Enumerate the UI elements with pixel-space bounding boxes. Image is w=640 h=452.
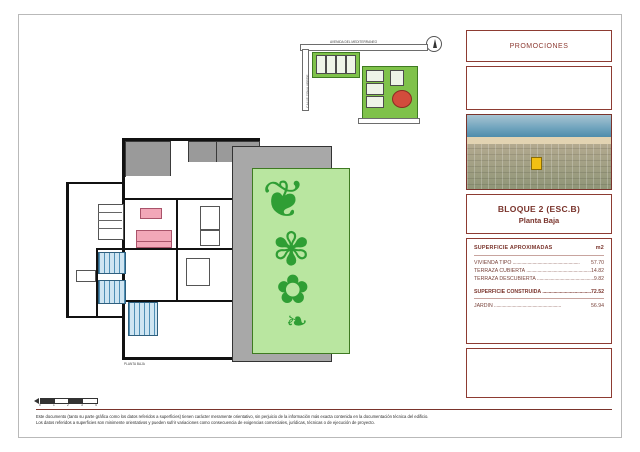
row-label: TERRAZA DESCUBIERTA ..... — [474, 275, 594, 283]
scale-tick-3: 3 — [81, 403, 83, 407]
disclaimer-rule — [36, 409, 612, 410]
site-block-f — [366, 83, 384, 95]
site-plan — [300, 36, 430, 144]
table-row — [474, 267, 604, 275]
floor-plan — [36, 130, 366, 370]
map-sea — [467, 115, 611, 137]
north-arrow-icon — [426, 36, 442, 52]
table-row — [474, 275, 604, 283]
row-value: 56.94 — [591, 303, 604, 309]
areas-table — [466, 238, 612, 344]
areas-table-rule-2 — [474, 298, 604, 299]
scale-tick-2: 2 — [67, 403, 69, 407]
furniture-unit-left — [76, 270, 96, 282]
scale-tick-1: 1 — [53, 403, 55, 407]
furniture-line-2 — [98, 220, 122, 221]
fixture-counter-3 — [136, 241, 172, 248]
furniture-wardrobe — [98, 204, 124, 240]
disclaimer-line-1: Este documento (tanto su parte gráfica como los datos referidos a superficies) tienen carácter meramente orientativo, sin perjuicio de la información más exacta contenida en la documentación técnica del edificio. — [36, 414, 429, 419]
scale-tick-4: 4 — [95, 403, 97, 407]
room-hall — [126, 176, 176, 198]
map-beach — [467, 137, 611, 144]
table-row — [474, 302, 604, 310]
furniture-line-3 — [98, 228, 122, 229]
street-label-left: CALLE ZONA VERDE — [306, 74, 310, 108]
table-row-total — [474, 288, 604, 296]
site-block-d — [346, 55, 356, 74]
title-block-column — [466, 30, 612, 398]
site-block-g — [366, 96, 384, 108]
bathroom-1-tiles — [98, 252, 126, 274]
map-location-marker-icon — [531, 157, 542, 170]
site-pool — [392, 90, 412, 108]
blank-box-lower — [466, 348, 612, 398]
street-band-top — [300, 44, 428, 51]
partition-h4 — [96, 248, 126, 250]
partition-v2 — [176, 250, 178, 300]
site-block-c — [336, 55, 346, 74]
scale-tick-0: 0 — [39, 403, 41, 407]
site-block-h — [390, 70, 404, 86]
aerial-map-image — [467, 115, 611, 189]
furniture-line-1 — [98, 212, 122, 213]
location-map — [466, 114, 612, 190]
structure-core-top-left — [125, 141, 171, 177]
furniture-closet-2 — [200, 230, 220, 246]
disclaimer-line-2: Los datos referidos a superficies son minimente orientativos y pueden sufrir variaciones como consecuencia de exigencias comerciales, jurídicas, técnicas o de ejecución de proyecto. — [36, 420, 375, 425]
plant-icon-small: ✿ — [276, 268, 310, 312]
row-value: 9.82 — [593, 276, 604, 282]
block-label: BLOQUE 2 (ESC.B) — [497, 203, 581, 214]
logo-box — [466, 30, 612, 62]
blank-box-upper — [466, 66, 612, 110]
furniture-closet-1 — [200, 206, 220, 230]
floor-plan-dimension-label: PLANTA BAJA — [124, 362, 145, 366]
partition-v1 — [176, 200, 178, 248]
disclaimer — [36, 414, 612, 426]
areas-header-right: m2 — [595, 245, 604, 251]
plant-icon-mid: ✾ — [272, 223, 311, 275]
bathroom-3-tiles — [128, 302, 158, 336]
floor-label: Planta Baja — [518, 215, 560, 225]
street-label-top: AVENIDA DEL MEDITERRANEO — [330, 40, 378, 44]
structure-core-top-mid — [188, 141, 218, 163]
site-block-a — [316, 55, 326, 74]
row-value: 14.82 — [591, 268, 604, 274]
row-value: 57.70 — [591, 260, 604, 266]
row-label: SUPERFICIE CONSTRUIDA ..... — [474, 288, 591, 296]
plant-icon-bottom: ❧ — [286, 306, 308, 336]
areas-table-rule — [474, 255, 604, 256]
areas-header-left: SUPERFICIE APROXIMADAS — [474, 245, 553, 251]
site-block-e — [366, 70, 384, 82]
row-value: 72.52 — [591, 289, 604, 295]
wall-far-left — [66, 182, 69, 318]
wall-ext-top — [66, 182, 124, 184]
street-band-bottom — [358, 118, 420, 124]
table-row — [474, 259, 604, 267]
plant-icon-large: ❦ — [262, 171, 306, 229]
title-box — [466, 194, 612, 234]
bathroom-2-tiles — [98, 280, 126, 304]
furniture-bed — [186, 258, 210, 286]
fixture-counter-1 — [140, 208, 162, 219]
row-label: JARDIN ..... — [474, 302, 591, 310]
areas-table-header — [474, 245, 604, 253]
logo-text: PROMOCIONES — [509, 43, 569, 50]
site-block-b — [326, 55, 336, 74]
row-label: TERRAZA CUBIERTA ..... — [474, 267, 591, 275]
wall-ext-bottom — [66, 316, 124, 318]
row-label: VIVIENDA TIPO ..... — [474, 259, 591, 267]
